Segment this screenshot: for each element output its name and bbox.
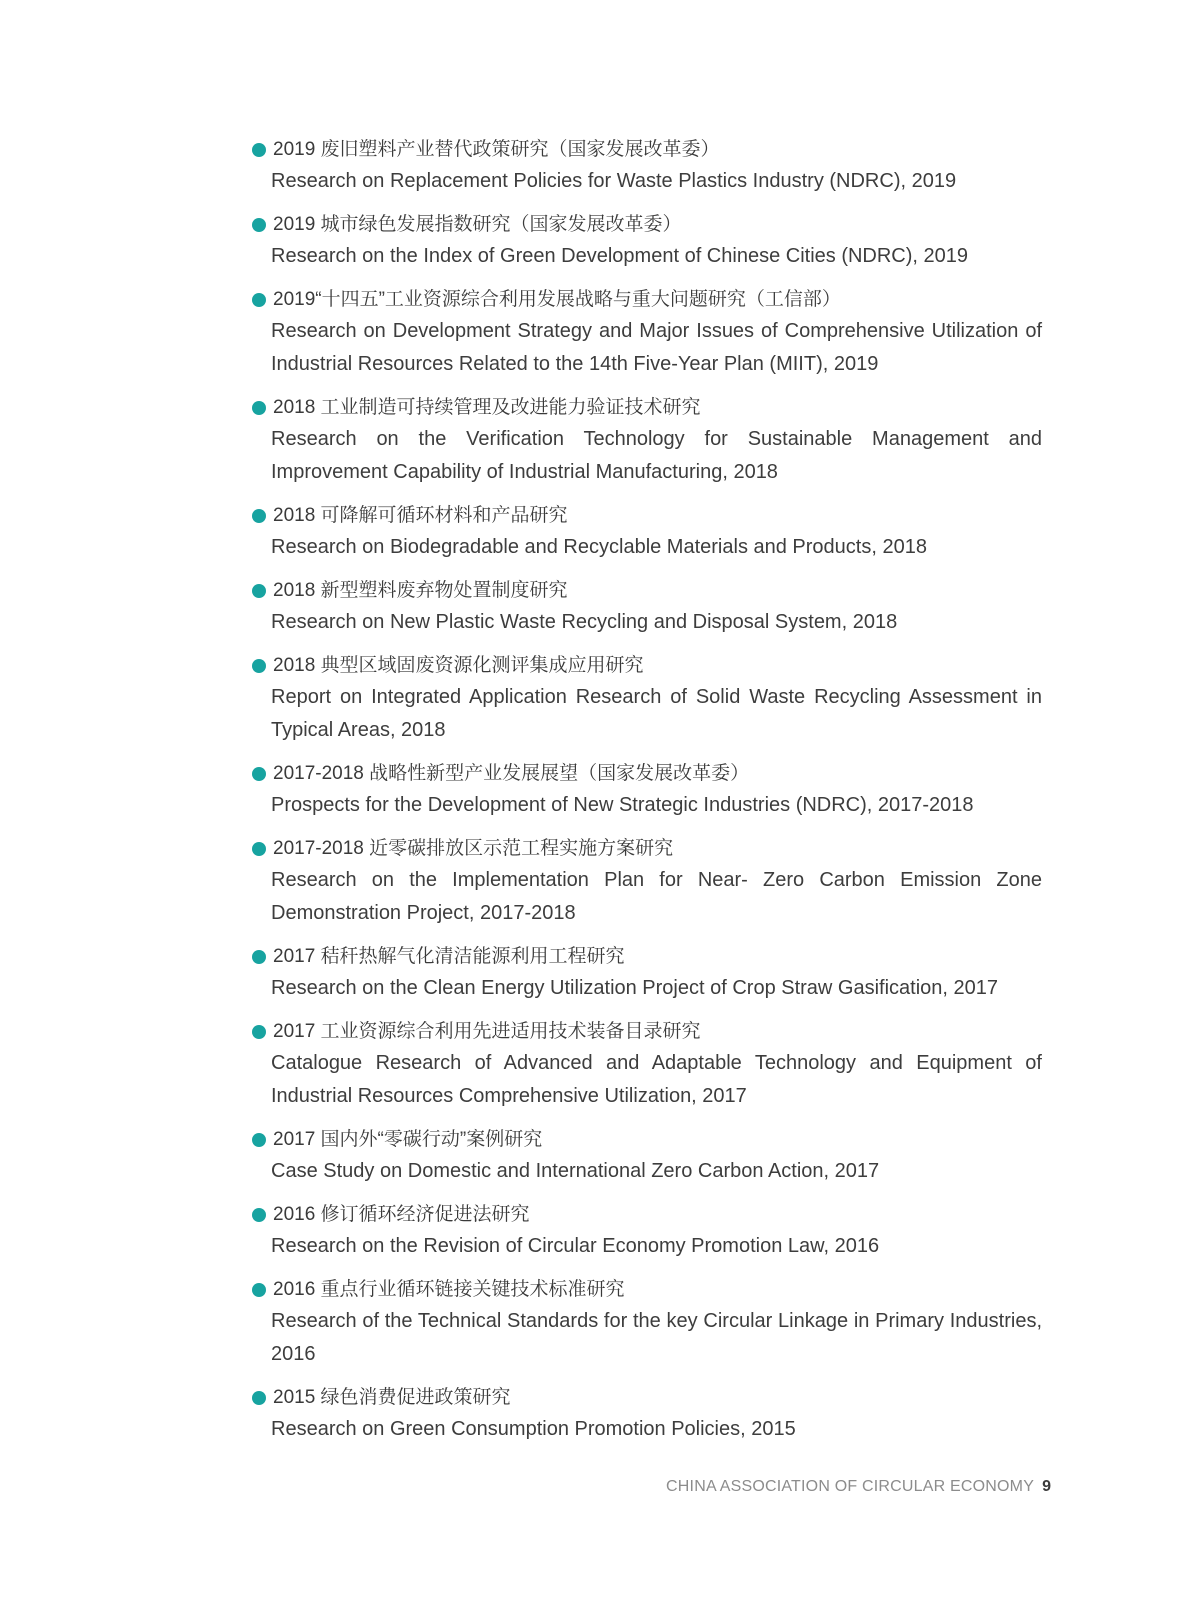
entry-title-english: Research on the Verification Technology for Sustainable Management and Improvement Capability of Industrial Manufacturing, 2018 — [271, 428, 1042, 483]
list-item — [252, 210, 1042, 273]
list-item — [252, 1200, 1042, 1263]
bullet-dot-icon — [252, 143, 266, 157]
entry-title-english: Research on the Index of Green Development of Chinese Cities (NDRC), 2019 — [271, 245, 969, 267]
entry-title-chinese: 2019 城市绿色发展指数研究（国家发展改革委） — [273, 214, 682, 235]
list-item — [252, 759, 1042, 822]
list-item — [252, 1017, 1042, 1113]
list-item — [252, 1275, 1042, 1371]
list-item — [252, 942, 1042, 1005]
list-item — [252, 285, 1042, 381]
list-item — [252, 135, 1042, 198]
entry-title-english: Research of the Technical Standards for the key Circular Linkage in Primary Industries, 2016 — [271, 1310, 1042, 1365]
entry-title-chinese: 2017 国内外“零碳行动”案例研究 — [273, 1129, 543, 1150]
bullet-dot-icon — [252, 1025, 266, 1039]
entry-title-chinese: 2015 绿色消费促进政策研究 — [273, 1387, 511, 1408]
bullet-dot-icon — [252, 584, 266, 598]
list-item — [252, 834, 1042, 930]
bullet-dot-icon — [252, 293, 266, 307]
footer-organization: CHINA ASSOCIATION OF CIRCULAR ECONOMY — [666, 1478, 1035, 1495]
entry-title-chinese: 2017 秸秆热解气化清洁能源利用工程研究 — [273, 946, 625, 967]
entry-title-english: Report on Integrated Application Research of Solid Waste Recycling Assessment in Typical Areas, 2018 — [271, 686, 1042, 741]
entry-title-chinese: 2016 重点行业循环链接关键技术标准研究 — [273, 1279, 625, 1300]
bullet-dot-icon — [252, 1208, 266, 1222]
entry-title-english: Research on the Implementation Plan for Near- Zero Carbon Emission Zone Demonstration Project, 2017-2018 — [271, 869, 1042, 924]
entry-title-english: Research on the Revision of Circular Economy Promotion Law, 2016 — [271, 1235, 880, 1257]
entry-title-chinese: 2019“十四五”工业资源综合利用发展战略与重大问题研究（工信部） — [273, 289, 841, 310]
entry-title-chinese: 2017-2018 战略性新型产业发展展望（国家发展改革委） — [273, 763, 750, 784]
entry-title-english: Research on Biodegradable and Recyclable Materials and Products, 2018 — [271, 536, 927, 558]
entry-title-chinese: 2016 修订循环经济促进法研究 — [273, 1204, 530, 1225]
entry-title-chinese: 2018 新型塑料废弃物处置制度研究 — [273, 580, 568, 601]
entry-title-english: Research on Green Consumption Promotion Policies, 2015 — [271, 1418, 796, 1440]
entry-title-english: Research on Replacement Policies for Waste Plastics Industry (NDRC), 2019 — [271, 170, 957, 192]
bullet-dot-icon — [252, 1133, 266, 1147]
entry-title-chinese: 2018 工业制造可持续管理及改进能力验证技术研究 — [273, 397, 701, 418]
bullet-dot-icon — [252, 659, 266, 673]
entry-title-english: Prospects for the Development of New Strategic Industries (NDRC), 2017-2018 — [271, 794, 974, 816]
entry-title-english: Catalogue Research of Advanced and Adaptable Technology and Equipment of Industrial Resources Comprehensive Utilization, 2017 — [271, 1052, 1042, 1107]
bullet-dot-icon — [252, 1391, 266, 1405]
entry-title-chinese: 2017 工业资源综合利用先进适用技术装备目录研究 — [273, 1021, 701, 1042]
bullet-dot-icon — [252, 842, 266, 856]
list-item — [252, 393, 1042, 489]
entry-title-english: Case Study on Domestic and International Zero Carbon Action, 2017 — [271, 1160, 880, 1182]
bullet-dot-icon — [252, 767, 266, 781]
research-list — [252, 135, 1042, 1458]
list-item — [252, 576, 1042, 639]
bullet-dot-icon — [252, 218, 266, 232]
list-item — [252, 1383, 1042, 1446]
entry-title-chinese: 2018 典型区域固废资源化测评集成应用研究 — [273, 655, 644, 676]
bullet-dot-icon — [252, 950, 266, 964]
bullet-dot-icon — [252, 401, 266, 415]
entry-title-english: Research on Development Strategy and Major Issues of Comprehensive Utilization of Industrial Resources Related to the 14th Five-Year Plan (MIIT), 2019 — [271, 320, 1042, 375]
entry-title-chinese: 2019 废旧塑料产业替代政策研究（国家发展改革委） — [273, 139, 720, 160]
bullet-dot-icon — [252, 1283, 266, 1297]
entry-title-chinese: 2017-2018 近零碳排放区示范工程实施方案研究 — [273, 838, 674, 859]
page-number: 9 — [1042, 1478, 1051, 1495]
bullet-dot-icon — [252, 509, 266, 523]
page-footer — [666, 1476, 1051, 1498]
entry-title-english: Research on New Plastic Waste Recycling and Disposal System, 2018 — [271, 611, 898, 633]
entry-title-chinese: 2018 可降解可循环材料和产品研究 — [273, 505, 568, 526]
list-item — [252, 1125, 1042, 1188]
list-item — [252, 651, 1042, 747]
entry-title-english: Research on the Clean Energy Utilization Project of Crop Straw Gasification, 2017 — [271, 977, 999, 999]
list-item — [252, 501, 1042, 564]
